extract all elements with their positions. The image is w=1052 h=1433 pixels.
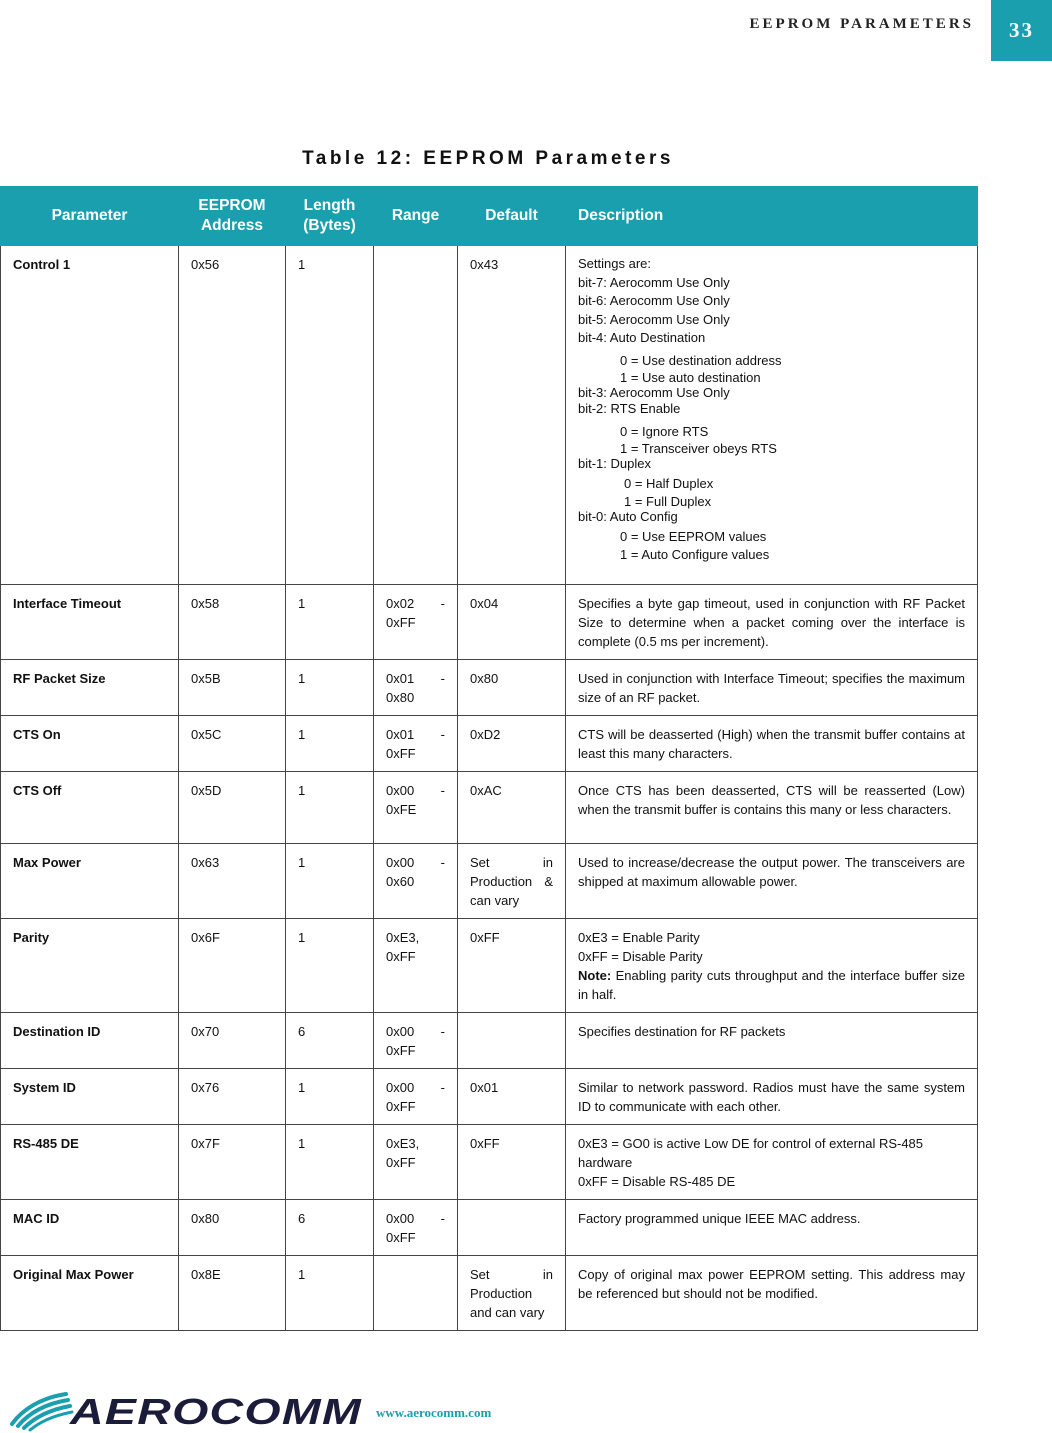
range: 0x00 - 0xFF bbox=[374, 1013, 458, 1069]
note-label: Note: bbox=[578, 968, 612, 983]
description: Used in conjunction with Interface Timeout; specifies the maximum size of an RF packet. bbox=[566, 660, 978, 716]
column-header-description: Description bbox=[566, 187, 978, 246]
description: CTS will be deasserted (High) when the transmit buffer contains at least this many characters. bbox=[566, 716, 978, 772]
description: Specifies destination for RF packets bbox=[566, 1013, 978, 1069]
length-bytes: 1 bbox=[286, 919, 374, 1013]
eeprom-address: 0x58 bbox=[179, 585, 286, 660]
page-number: 33 bbox=[991, 0, 1052, 61]
parameter-name: Max Power bbox=[1, 844, 179, 919]
description-line: bit-3: Aerocomm Use Only bbox=[578, 385, 730, 400]
default-value: 0x80 bbox=[458, 660, 566, 716]
default-value: 0x43 bbox=[458, 246, 566, 585]
eeprom-address: 0x5C bbox=[179, 716, 286, 772]
range: 0x00 - 0x60 bbox=[374, 844, 458, 919]
description: Specifies a byte gap timeout, used in conjunction with RF Packet Size to determine when a packet coming over the interface is complete (0.5 ms per increment). bbox=[566, 585, 978, 660]
eeprom-address: 0x6F bbox=[179, 919, 286, 1013]
length-bytes: 6 bbox=[286, 1200, 374, 1256]
description bbox=[566, 246, 978, 585]
table-row bbox=[1, 660, 978, 716]
description-line: 1 = Transceiver obeys RTS bbox=[620, 441, 777, 456]
default-value: 0x04 bbox=[458, 585, 566, 660]
description-line: bit-4: Auto Destination bbox=[578, 330, 706, 345]
default-value bbox=[458, 1013, 566, 1069]
description-line: bit-2: RTS Enable bbox=[578, 401, 681, 416]
description-line: 1 = Auto Configure values bbox=[620, 547, 770, 562]
description bbox=[566, 1125, 978, 1200]
parameter-name: Parity bbox=[1, 919, 179, 1013]
table-title: Table 12: EEPROM Parameters bbox=[302, 148, 674, 169]
column-header-range: Range bbox=[374, 187, 458, 246]
range bbox=[374, 1256, 458, 1331]
table-row bbox=[1, 1256, 978, 1331]
eeprom-address: 0x76 bbox=[179, 1069, 286, 1125]
table-row bbox=[1, 1200, 978, 1256]
parameter-name: Original Max Power bbox=[1, 1256, 179, 1331]
range: 0xE3, 0xFF bbox=[374, 919, 458, 1013]
table-row bbox=[1, 844, 978, 919]
description-line: 0xFF = Disable RS-485 DE bbox=[578, 1174, 736, 1189]
eeprom-address: 0x7F bbox=[179, 1125, 286, 1200]
description bbox=[566, 919, 978, 1013]
table-row bbox=[1, 1013, 978, 1069]
table-row bbox=[1, 716, 978, 772]
default-value: 0x01 bbox=[458, 1069, 566, 1125]
description-line: bit-5: Aerocomm Use Only bbox=[578, 311, 730, 327]
length-bytes: 1 bbox=[286, 844, 374, 919]
length-bytes: 1 bbox=[286, 660, 374, 716]
eeprom-address: 0x5D bbox=[179, 772, 286, 844]
default-value bbox=[458, 1200, 566, 1256]
parameter-name: System ID bbox=[1, 1069, 179, 1125]
length-bytes: 1 bbox=[286, 246, 374, 585]
table-row bbox=[1, 919, 978, 1013]
parameter-name: MAC ID bbox=[1, 1200, 179, 1256]
logo-swoosh-icon bbox=[12, 1394, 72, 1430]
description-line: 0 = Half Duplex bbox=[624, 476, 714, 491]
description-line: 1 = Use auto destination bbox=[620, 370, 761, 385]
description-note bbox=[578, 966, 965, 1004]
parameter-name: Destination ID bbox=[1, 1013, 179, 1069]
description: Similar to network password. Radios must have the same system ID to communicate with each other. bbox=[566, 1069, 978, 1125]
description-line: 0 = Use destination address bbox=[620, 352, 782, 368]
running-header: EEPROM PARAMETERS bbox=[749, 16, 974, 32]
description-line: 0 = Ignore RTS bbox=[620, 423, 709, 439]
eeprom-address: 0x56 bbox=[179, 246, 286, 585]
description-line: bit-0: Auto Config bbox=[578, 508, 678, 524]
note-text: Enabling parity cuts throughput and the interface buffer size in half. bbox=[578, 968, 965, 1002]
eeprom-parameters-table bbox=[0, 186, 978, 1331]
description-line: bit-7: Aerocomm Use Only bbox=[578, 274, 730, 290]
range: 0x00 - 0xFF bbox=[374, 1069, 458, 1125]
column-header-default: Default bbox=[458, 187, 566, 246]
description: Used to increase/decrease the output power. The transceivers are shipped at maximum allowable power. bbox=[566, 844, 978, 919]
description-line: 0xFF = Disable Parity bbox=[578, 949, 703, 964]
default-value: 0xFF bbox=[458, 919, 566, 1013]
default-value: 0xFF bbox=[458, 1125, 566, 1200]
column-header-length: Length (Bytes) bbox=[286, 187, 374, 246]
default-value: Set in Production & can vary bbox=[458, 844, 566, 919]
table-row bbox=[1, 585, 978, 660]
eeprom-address: 0x5B bbox=[179, 660, 286, 716]
range: 0x01 - 0x80 bbox=[374, 660, 458, 716]
parameter-name: CTS On bbox=[1, 716, 179, 772]
logo-wordmark: AEROCOMM bbox=[68, 1391, 363, 1432]
length-bytes: 1 bbox=[286, 1069, 374, 1125]
description: Copy of original max power EEPROM setting. This address may be referenced but should not be modified. bbox=[566, 1256, 978, 1331]
eeprom-address: 0x63 bbox=[179, 844, 286, 919]
description-line: bit-6: Aerocomm Use Only bbox=[578, 293, 730, 308]
range: 0x00 - 0xFF bbox=[374, 1200, 458, 1256]
range: 0x00 - 0xFE bbox=[374, 772, 458, 844]
length-bytes: 6 bbox=[286, 1013, 374, 1069]
description: Once CTS has been deasserted, CTS will be reasserted (Low) when the transmit buffer is contains this many or less characters. bbox=[566, 772, 978, 844]
length-bytes: 1 bbox=[286, 1256, 374, 1331]
description-line: 0xE3 = Enable Parity bbox=[578, 930, 700, 945]
range bbox=[374, 246, 458, 585]
parameter-name: RS-485 DE bbox=[1, 1125, 179, 1200]
parameter-name: CTS Off bbox=[1, 772, 179, 844]
table-row bbox=[1, 246, 978, 585]
default-value: 0xAC bbox=[458, 772, 566, 844]
range: 0x01 - 0xFF bbox=[374, 716, 458, 772]
description: Factory programmed unique IEEE MAC address. bbox=[566, 1200, 978, 1256]
aerocomm-logo bbox=[8, 1380, 368, 1432]
length-bytes: 1 bbox=[286, 1125, 374, 1200]
range: 0xE3, 0xFF bbox=[374, 1125, 458, 1200]
description-line: 0xE3 = GO0 is active Low DE for control of external RS-485 hardware bbox=[578, 1136, 924, 1170]
table-row bbox=[1, 1069, 978, 1125]
description-line: 1 = Full Duplex bbox=[624, 493, 712, 509]
description-line: 0 = Use EEPROM values bbox=[620, 528, 767, 544]
parameter-name: RF Packet Size bbox=[1, 660, 179, 716]
table-row bbox=[1, 1125, 978, 1200]
length-bytes: 1 bbox=[286, 716, 374, 772]
description-line: bit-1: Duplex bbox=[578, 456, 651, 471]
table-row bbox=[1, 772, 978, 844]
column-header-address: EEPROM Address bbox=[179, 187, 286, 246]
length-bytes: 1 bbox=[286, 772, 374, 844]
range: 0x02 - 0xFF bbox=[374, 585, 458, 660]
parameter-name: Interface Timeout bbox=[1, 585, 179, 660]
length-bytes: 1 bbox=[286, 585, 374, 660]
default-value: Set in Production and can vary bbox=[458, 1256, 566, 1331]
parameter-name: Control 1 bbox=[1, 246, 179, 585]
column-header-parameter: Parameter bbox=[1, 187, 179, 246]
footer-url[interactable]: www.aerocomm.com bbox=[376, 1405, 492, 1420]
eeprom-address: 0x8E bbox=[179, 1256, 286, 1331]
default-value: 0xD2 bbox=[458, 716, 566, 772]
eeprom-address: 0x70 bbox=[179, 1013, 286, 1069]
eeprom-address: 0x80 bbox=[179, 1200, 286, 1256]
description-line: Settings are: bbox=[578, 256, 651, 271]
table-header-row bbox=[1, 187, 978, 246]
